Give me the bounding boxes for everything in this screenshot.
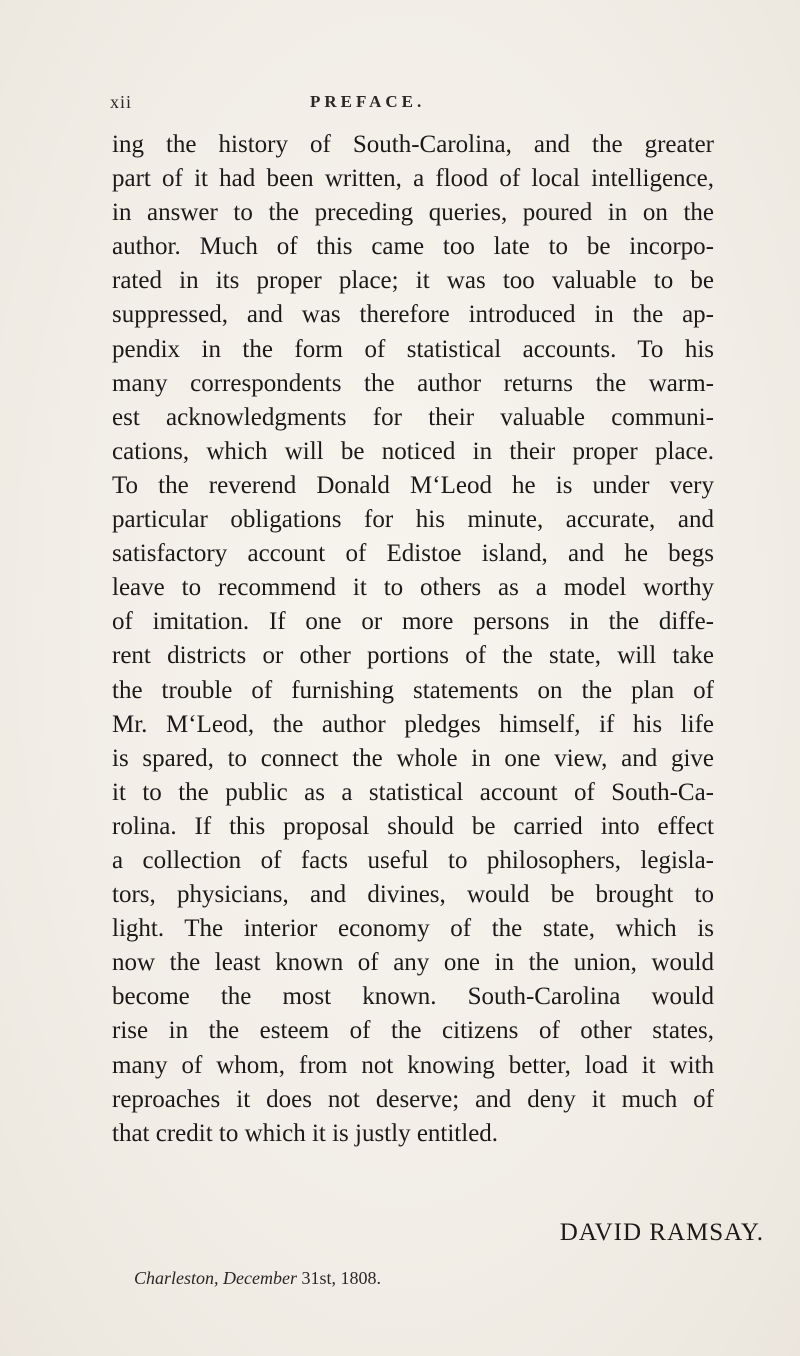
text-line: that credit to which it is justly entitled.: [112, 1119, 499, 1147]
text-line: become the most known. South-Carolina would: [112, 983, 714, 1011]
text-line: tors, physicians, and divines, would be brought to: [112, 881, 714, 909]
text-line: est acknowledgments for their valuable communi-: [112, 403, 714, 431]
author-signature: DAVID RAMSAY.: [559, 1219, 764, 1246]
page-number: xii: [110, 92, 133, 112]
dateline-place: Charleston, December: [134, 1268, 297, 1288]
text-line: rolina. If this proposal should be carried into effect: [112, 812, 714, 840]
text-line: part of it had been written, a flood of local intelligence,: [112, 165, 714, 193]
text-line: the trouble of furnishing statements on the plan of: [112, 676, 714, 704]
text-line: rated in its proper place; it was too valuable to be: [112, 267, 714, 295]
text-line: suppressed, and was therefore introduced in the ap-: [112, 301, 714, 329]
text-line: cations, which will be noticed in their proper place.: [112, 437, 714, 465]
text-line: pendix in the form of statistical accounts. To his: [112, 335, 714, 363]
text-line: satisfactory account of Edistoe island, and he begs: [112, 540, 714, 568]
text-line: To the reverend Donald M‘Leod he is under very: [112, 471, 714, 499]
text-line: leave to recommend it to others as a model worthy: [112, 574, 714, 602]
dateline-date: 31st, 1808.: [301, 1268, 381, 1288]
text-line: of imitation. If one or more persons in the diffe-: [112, 608, 714, 636]
text-line: it to the public as a statistical account of South-Ca-: [112, 778, 714, 806]
running-head: [110, 92, 730, 116]
text-line: ing the history of South-Carolina, and the greater: [112, 131, 714, 158]
running-title: PREFACE.: [310, 92, 426, 111]
text-line: in answer to the preceding queries, poured in on the: [112, 199, 714, 227]
text-line: reproaches it does not deserve; and deny it much of: [112, 1085, 714, 1113]
preface-body: [112, 128, 714, 1151]
text-line: rent districts or other portions of the state, will take: [112, 642, 714, 670]
text-line: author. Much of this came too late to be incorpo-: [112, 233, 714, 261]
text-line: is spared, to connect the whole in one view, and give: [112, 744, 714, 772]
dateline: [134, 1268, 381, 1289]
text-line: now the least known of any one in the union, would: [112, 949, 714, 977]
text-line: many correspondents the author returns the warm-: [112, 369, 714, 397]
text-line: Mr. M‘Leod, the author pledges himself, if his life: [112, 710, 714, 738]
text-line: particular obligations for his minute, accurate, and: [112, 506, 714, 534]
text-line: rise in the esteem of the citizens of other states,: [112, 1017, 714, 1045]
text-line: many of whom, from not knowing better, load it with: [112, 1051, 714, 1079]
text-line: light. The interior economy of the state, which is: [112, 915, 714, 943]
text-line: a collection of facts useful to philosophers, legisla-: [112, 846, 714, 874]
